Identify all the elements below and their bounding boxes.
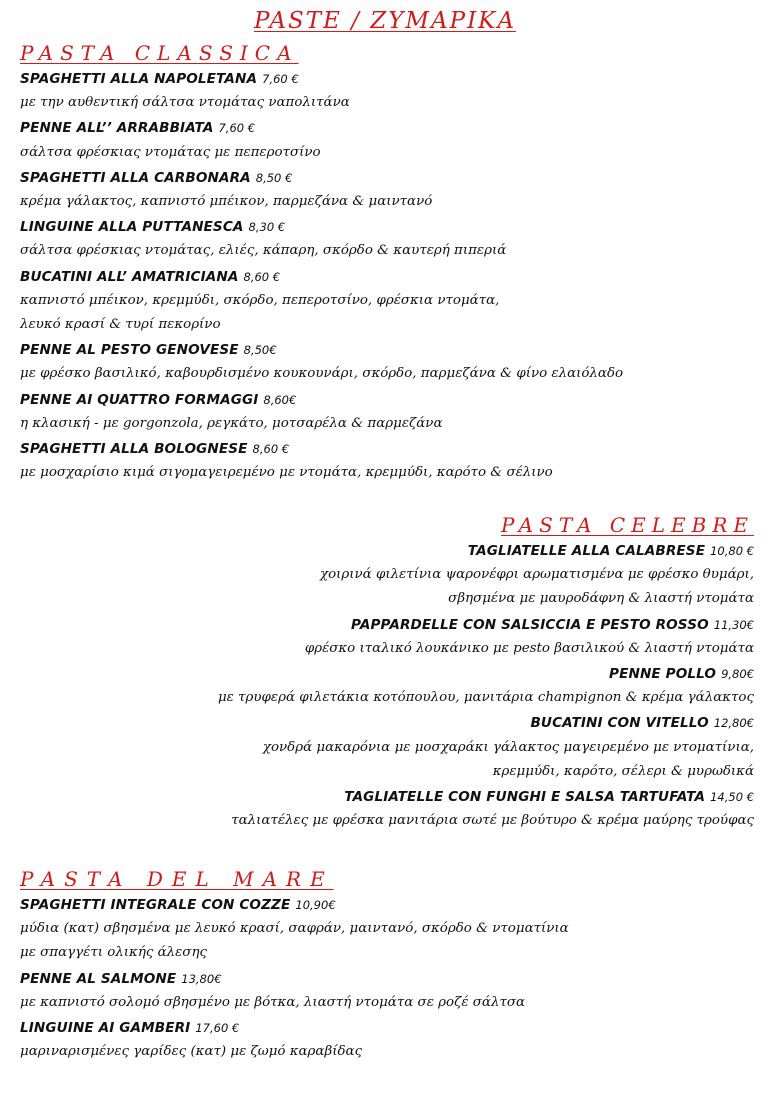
- menu-item: [20, 966, 754, 1015]
- menu-item: [20, 1015, 754, 1064]
- dish-description: η κλασική - με gorgonzola, ρεγκάτο, μοτσαρέλα & παρμεζάνα: [20, 415, 443, 431]
- menu-item: [20, 436, 754, 485]
- dish-line: [20, 214, 754, 239]
- dish-price: 8,60 €: [252, 442, 290, 457]
- menu-item: [20, 165, 754, 214]
- dish-name: TAGLIATELLE ALLA CALABRESE: [467, 543, 706, 559]
- dish-line: [20, 661, 754, 686]
- dish-line: [20, 66, 754, 91]
- dish-line: [20, 1015, 754, 1040]
- dish-price: 8,60€: [263, 392, 297, 407]
- menu-item: [20, 214, 754, 263]
- dish-name: PENNE AL PESTO GENOVESE: [20, 342, 239, 359]
- dish-description: μύδια (κατ) σβησμένα με λευκό κρασί, σαφράν, μαιντανό, σκόρδο & ντοματίνια: [20, 921, 569, 937]
- dish-description: με φρέσκο βασιλικό, καβουρδισμένο κουκουνάρι, σκόρδο, παρμεζάνα & φίνο ελαιόλαδο: [20, 366, 624, 382]
- dish-name: PENNE AI QUATTRO FORMAGGI: [20, 391, 259, 408]
- dish-price: 8,30 €: [248, 220, 286, 235]
- dish-price: 7,60 €: [262, 72, 299, 86]
- menu-item: [20, 612, 754, 661]
- dish-line: [20, 436, 754, 461]
- dish-description: χονδρά μακαρόνια με μοσχαράκι γάλακτος μαγειρεμένο με ντοματίνια,: [262, 739, 754, 755]
- dish-description: κρεμμύδι, καρότο, σέλερι & μυρωδικά: [492, 763, 754, 779]
- dish-line: [20, 710, 754, 735]
- dish-description: καπνιστό μπέικον, κρεμμύδι, σκόρδο, πεπεροτσίνο, φρέσκια ντομάτα,: [20, 292, 500, 308]
- dish-line: [20, 115, 754, 140]
- menu-items-list: [20, 538, 754, 833]
- dish-name: SPAGHETTI ALLA BOLOGNESE: [20, 441, 248, 458]
- dish-description: χοιρινά φιλετίνια ψαρονέφρι αρωματισμένα με φρέσκο θυμάρι,: [319, 567, 754, 583]
- dish-price: 12,80€: [713, 716, 754, 731]
- menu-items-list: [20, 892, 754, 1064]
- dish-price: 7,60 €: [218, 121, 256, 136]
- dish-name: SPAGHETTI ALLA NAPOLETANA: [20, 71, 258, 87]
- dish-line: [20, 966, 754, 991]
- page-title: PASTE / ΖΥΜΑΡΙΚΑ: [254, 8, 516, 34]
- dish-name: LINGUINE AI GAMBERI: [20, 1020, 191, 1037]
- dish-description: ταλιατέλες με φρέσκα μανιτάρια σωτέ με βούτυρο & κρέμα μαύρης τρούφας: [231, 813, 754, 829]
- dish-line: [20, 892, 754, 917]
- dish-name: SPAGHETTI ALLA CARBONARA: [20, 169, 251, 186]
- menu-item: [20, 661, 754, 710]
- dish-name: PENNE AL SALMONE: [20, 970, 177, 987]
- dish-price: 8,60 €: [243, 269, 281, 284]
- dish-description: φρέσκο ιταλικό λουκάνικο με pesto βασιλικού & λιαστή ντομάτα: [304, 640, 754, 656]
- dish-description: με τρυφερά φιλετάκια κοτόπουλου, μανιτάρια champignon & κρέμα γάλακτος: [217, 690, 754, 706]
- dish-description: με την αυθεντική σάλτσα ντομάτας ναπολιτάνα: [20, 95, 350, 111]
- dish-price: 14,50 €: [710, 790, 754, 805]
- dish-name: PAPPARDELLE CON SALSICCIA E PESTO ROSSO: [351, 616, 709, 633]
- menu-item: [20, 710, 754, 784]
- dish-line: [20, 538, 754, 563]
- section-title: PASTA CLASSICA: [20, 41, 299, 65]
- dish-price: 8,50€: [243, 343, 277, 358]
- dish-price: 17,60 €: [195, 1021, 240, 1036]
- dish-name: PENNE POLLO: [609, 666, 717, 683]
- dish-line: [20, 264, 754, 289]
- dish-description: σάλτσα φρέσκιας ντομάτας, ελιές, κάπαρη, σκόρδο & καυτερή πιπεριά: [20, 243, 507, 259]
- section-pasta-classica: [20, 40, 754, 485]
- menu-item: [20, 115, 754, 164]
- dish-description: κρέμα γάλακτος, καπνιστό μπέικον, παρμεζάνα & μαιντανό: [20, 194, 433, 210]
- menu-item: [20, 337, 754, 386]
- menu-item: [20, 538, 754, 612]
- menu-item: [20, 264, 754, 338]
- dish-price: 11,30€: [713, 617, 754, 632]
- dish-name: BUCATINI CON VITELLO: [530, 715, 709, 732]
- dish-price: 10,80 €: [710, 544, 754, 558]
- dish-line: [20, 337, 754, 362]
- dish-name: TAGLIATELLE CON FUNGHI E SALSA TARTUFATA: [344, 789, 706, 806]
- section-pasta-del-mare: [20, 866, 754, 1064]
- dish-line: [20, 784, 754, 809]
- dish-description: λευκό κρασί & τυρί πεκορίνο: [20, 317, 221, 333]
- dish-description: σάλτσα φρέσκιας ντομάτας με πεπεροτσίνο: [20, 144, 321, 160]
- menu-item: [20, 66, 754, 115]
- dish-line: [20, 612, 754, 637]
- menu-item: [20, 784, 754, 833]
- dish-description: με μοσχαρίσιο κιμά σιγομαγειρεμένο με ντομάτα, κρεμμύδι, καρότο & σέλινο: [20, 465, 553, 481]
- dish-name: SPAGHETTI INTEGRALE CON COZZE: [20, 897, 291, 913]
- dish-price: 13,80€: [181, 971, 222, 986]
- section-title: PASTA CELEBRE: [501, 513, 754, 537]
- dish-name: BUCATINI ALL’ AMATRICIANA: [20, 268, 239, 285]
- dish-description: σβησμένα με μαυροδάφνη & λιαστή ντομάτα: [448, 591, 754, 607]
- menu-items-list: [20, 66, 754, 485]
- section-title: PASTA DEL MARE: [20, 867, 334, 891]
- dish-line: [20, 387, 754, 412]
- menu-item: [20, 892, 754, 966]
- dish-name: PENNE ALL’’ ARRABBIATA: [20, 120, 214, 137]
- menu-item: [20, 387, 754, 436]
- dish-price: 9,80€: [721, 667, 754, 682]
- dish-name: LINGUINE ALLA PUTTANESCA: [20, 219, 244, 236]
- dish-price: 8,50 €: [255, 170, 293, 185]
- dish-description: με καπνιστό σολομό σβησμένο με βότκα, λιαστή ντομάτα σε ροζέ σάλτσα: [20, 994, 526, 1010]
- dish-price: 10,90€: [295, 898, 336, 912]
- dish-description: μαριναρισμένες γαρίδες (κατ) με ζωμό καραβίδας: [20, 1044, 363, 1060]
- dish-line: [20, 165, 754, 190]
- section-pasta-celebre: [20, 512, 754, 833]
- dish-description: με σπαγγέτι ολικής άλεσης: [20, 945, 207, 961]
